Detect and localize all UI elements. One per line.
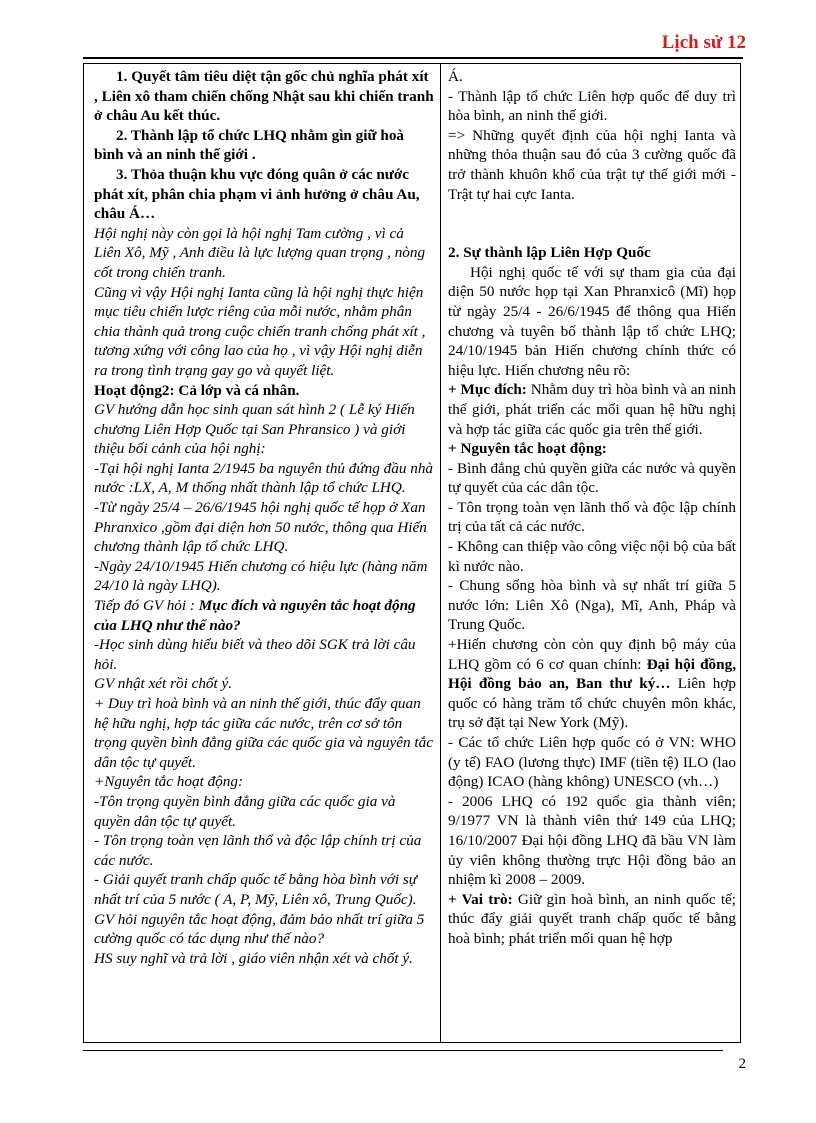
column-separator	[440, 64, 441, 1042]
paragraph-bold-text: Đại hội đồng, Hội đồng bảo an, Ban thư ký…	[448, 655, 736, 693]
paragraph	[94, 596, 434, 635]
page-number: 2	[738, 1056, 746, 1072]
left-column	[94, 67, 434, 968]
paragraph: - Tôn trọng toàn vẹn lãnh thổ và độc lập chính trị của tất cả các nước.	[448, 498, 736, 536]
paragraph: - 2006 LHQ có 192 quốc gia thành viên; 9/1977 VN là thành viên thứ 149 của LHQ; 16/10/2007 Đại hội đồng LHQ đã bầu VN làm ủy viên không thường trực Hội đồng bảo an nhiệm kì 2008 – 2009.	[448, 792, 736, 889]
paragraph: - Tôn trọng toàn vẹn lãnh thổ và độc lập chính trị của các nước.	[94, 832, 422, 869]
paragraph	[448, 380, 736, 439]
paragraph: Hội nghị quốc tế với sự tham gia của đại diện 50 nước họp tại Xan Phranxicô (Mĩ) họp từ ngày 25/4 - 26/6/1945 để thông qua Hiến chương và tuyên bố thành lập tổ chức LHQ; 24/10/1945 bản Hiến chương chính thức có hiệu lực. Hiến chương nêu rõ:	[448, 263, 736, 379]
paragraph: -Tại hội nghị Ianta 2/1945 ba nguyên thủ đứng đầu nhà nước :LX, A, M thống nhất thành lập tổ chức LHQ.	[94, 459, 434, 497]
paragraph-bold-text: + Mục đích:	[448, 381, 527, 399]
header-rule	[83, 57, 743, 59]
paragraph: Hội nghị này còn gọi là hội nghị Tam cường , vì cả Liên Xô, Mỹ , Anh điều là lực lượng quan trọng , nòng cốt trong chiến tranh.	[94, 224, 426, 281]
paragraph	[448, 890, 736, 949]
paragraph: 2. Sự thành lập Liên Hợp Quốc	[448, 244, 651, 262]
footer-rule	[83, 1050, 723, 1051]
paragraph: Á.	[448, 68, 463, 85]
paragraph: 1. Quyết tâm tiêu diệt tận gốc chủ nghĩa phát xít , Liên xô tham chiến chống Nhật sau khi chiến tranh ở châu Au kết thúc.	[94, 68, 434, 125]
paragraph: - Thành lập tổ chức Liên hợp quốc để duy trì hòa bình, an ninh thế giới.	[448, 87, 736, 125]
paragraph: => Những quyết định của hội nghị Ianta và những thỏa thuận sau đó của 3 cường quốc đã trở thành khuôn khổ của trật tự thế giới mới - Trật tự hai cực Ianta.	[448, 126, 736, 203]
paragraph: GV hướng dẫn học sinh quan sát hình 2 ( Lễ ký Hiến chương Liên Hợp Quốc tại San Phransico ) và giới thiệu bối cảnh của hội nghị:	[94, 401, 415, 458]
paragraph: Hoạt động2: Cả lớp và cá nhân.	[94, 381, 300, 399]
paragraph: - Các tổ chức Liên hợp quốc có ở VN: WHO (y tế) FAO (lương thực) IMF (tiền tệ) ILO (lao động) ICAO (hàng không) UNESCO (vh…)	[448, 734, 736, 791]
paragraph: -Học sinh dùng hiểu biết và theo dõi SGK trả lời câu hỏi.	[94, 636, 416, 673]
paragraph: + Nguyên tắc hoạt động:	[448, 440, 607, 458]
paragraph-text: Liên hợp quốc có hàng trăm tổ chức chuyên môn khác, trụ sở đặt tại New York (Mỹ).	[448, 675, 736, 732]
paragraph-bold-text: + Vai trò:	[448, 890, 513, 908]
paragraph: - Bình đẳng chủ quyền giữa các nước và quyền tự quyết của các dân tộc.	[448, 459, 736, 497]
paragraph-bold-text: Mục đích và nguyên tắc hoạt động của LHQ như thế nào?	[94, 597, 416, 634]
paragraph: 3. Thỏa thuận khu vực đóng quân ở các nước phát xít, phân chia phạm vi ảnh hưởng ở châu Au, châu Á…	[94, 165, 420, 223]
paragraph: HS suy nghĩ và trả lời , giáo viên nhận xét và chốt ý.	[94, 949, 413, 967]
paragraph-text: Tiếp đó GV hỏi :	[94, 597, 199, 615]
paragraph	[448, 204, 736, 243]
paragraph: -Ngày 24/10/1945 Hiến chương có hiệu lực (hàng năm 24/10 là ngày LHQ).	[94, 557, 428, 595]
paragraph: Cũng vì vậy Hội nghị Ianta cũng là hội nghị thực hiện mục tiêu chiến lược riêng của mỗi nước, nhằm phân chia thành quả trong cuộc chiến tranh chống phát xít , tương xứng với công lao của họ , vì vậy Hội nghị diễn ra trong tình trạng gay go và quyết liệt.	[94, 283, 426, 379]
paragraph	[448, 635, 736, 733]
paragraph: -Từ ngày 25/4 – 26/6/1945 hội nghị quốc tế họp ở Xan Phranxico ,gồm đại diện hơn 50 nước, thông qua Hiến chương thành lập tổ chức LHQ.	[94, 499, 427, 556]
paragraph-text: Nhằm duy trì hòa bình và an ninh thế giới, phát triển các mối quan hệ hữu nghị và hợp tác giữa các quốc gia trên thế giới.	[448, 381, 736, 438]
paragraph: - Giải quyết tranh chấp quốc tế bằng hòa bình với sự nhất trí của 5 nước ( A, P, Mỹ, Liên xô, Trung Quốc).	[94, 871, 418, 908]
lesson-table	[83, 63, 741, 1043]
paragraph: GV hỏi nguyên tắc hoạt động, đảm bảo nhất trí giữa 5 cường quốc có tác dụng như thế nào?	[94, 910, 425, 948]
paragraph: 2. Thành lập tổ chức LHQ nhằm gìn giữ hoà bình và an ninh thế giới .	[94, 126, 405, 164]
paragraph-text: +Hiến chương còn còn quy định bộ máy của LHQ gồm có 6 cơ quan chính:	[448, 636, 736, 673]
paragraph: -Tôn trọng quyền bình đẳng giữa các quốc gia và quyền dân tộc tự quyết.	[94, 792, 396, 830]
paragraph: GV nhật xét rồi chốt ý.	[94, 675, 233, 693]
paragraph: - Không can thiệp vào công việc nội bộ của bất kì nước nào.	[448, 538, 736, 575]
paragraph: - Chung sống hòa bình và sự nhất trí giữa 5 nước lớn: Liên Xô (Nga), Mĩ, Anh, Pháp và Trung Quốc.	[448, 577, 736, 634]
right-column	[448, 67, 736, 949]
paragraph-text: Giữ gìn hoà bình, an ninh quốc tế; thúc đẩy giải quyết tranh chấp quốc tế bằng hoà bình; phát triển mối quan hệ hợp	[448, 890, 736, 947]
paragraph: + Duy trì hoà bình và an ninh thế giới, thúc đẩy quan hệ hữu nghị, hợp tác giữa các nước, trên cơ sở tôn trọng quyền bình đẳng giữa các quốc gia và nguyên tắc dân tộc tự quyết.	[94, 695, 433, 771]
header-title: Lịch sử 12	[661, 32, 746, 53]
paragraph: +Nguyên tắc hoạt động:	[94, 773, 244, 791]
